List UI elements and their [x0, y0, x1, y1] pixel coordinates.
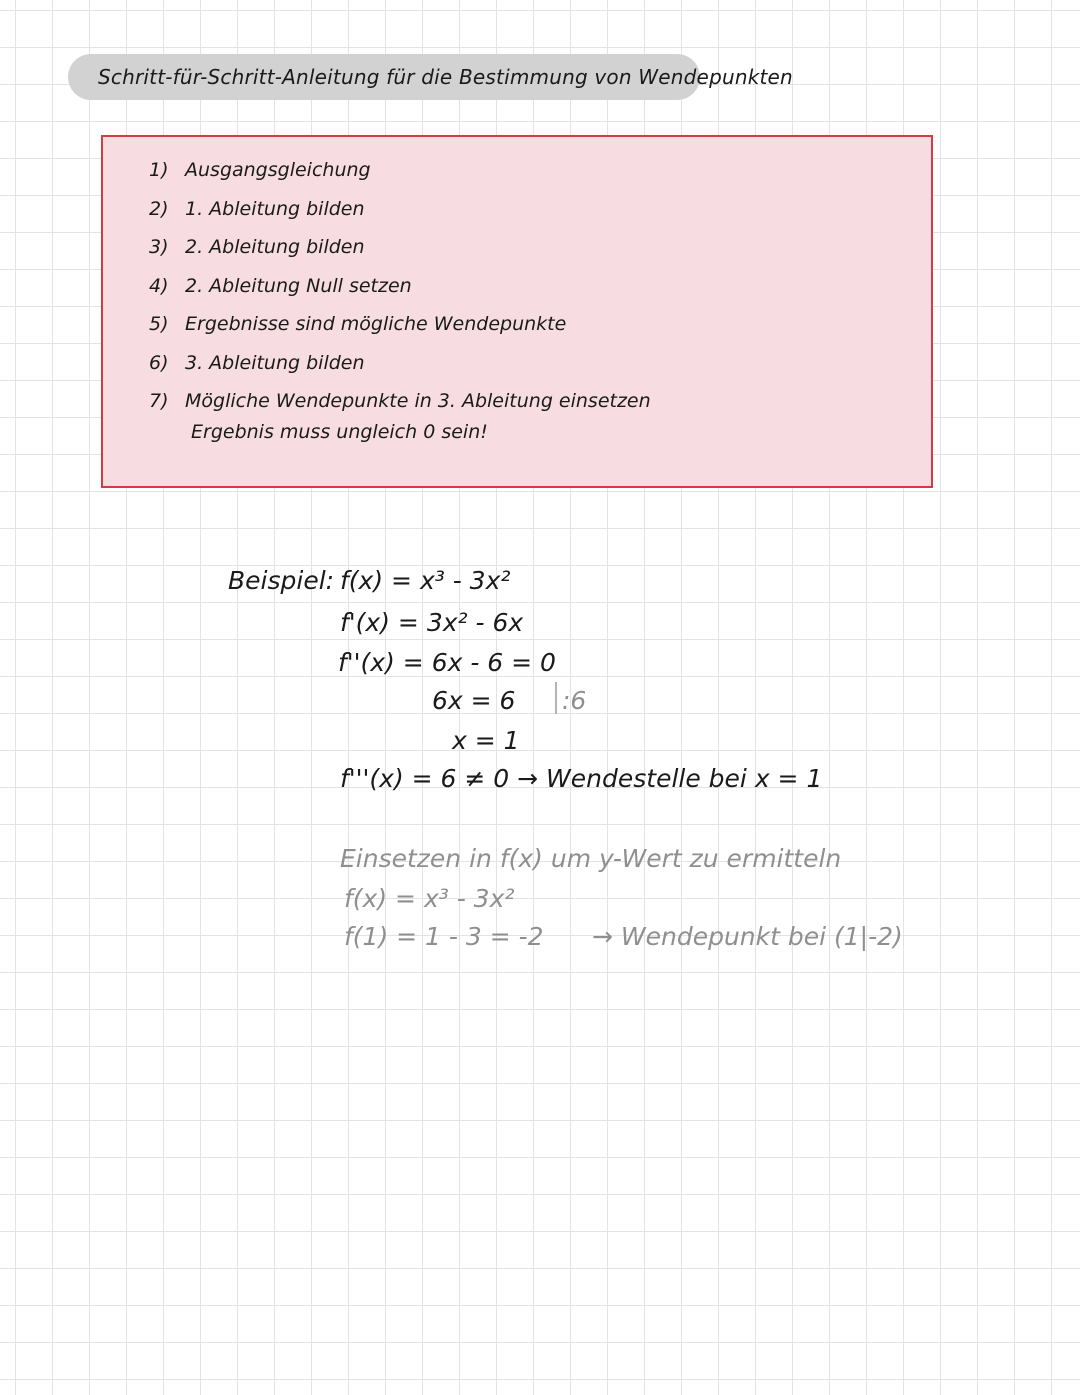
page-title: Schritt-für-Schritt-Anleitung für die Bestimmung von Wendepunkten	[98, 65, 793, 89]
step-number: 6)	[149, 351, 169, 374]
function-value: f(1) = 1 - 3 = -2	[344, 922, 544, 951]
list-item	[149, 228, 651, 267]
step-text: Ausgangsgleichung	[185, 159, 371, 181]
third-derivative: f'''(x) = 6 ≠ 0 → Wendestelle bei x = 1	[340, 764, 823, 793]
example-label: Beispiel:	[228, 566, 335, 595]
list-item	[149, 151, 651, 190]
step-text: 3. Ableitung bilden	[185, 351, 365, 374]
steps-box	[101, 135, 933, 488]
step-number: 4)	[149, 274, 169, 297]
step-number: 3)	[149, 236, 169, 258]
step-text: Mögliche Wendepunkte in 3. Ableitung einsetzen	[185, 390, 651, 412]
step-text: 2. Ableitung Null setzen	[185, 274, 412, 297]
second-derivative: f''(x) = 6x - 6 = 0	[338, 648, 556, 677]
division-note: :6	[562, 686, 587, 715]
step-number: 1)	[149, 159, 169, 181]
divider-line	[555, 682, 557, 714]
function-f: f(x) = x³ - 3x²	[340, 566, 511, 595]
step-number: 2)	[149, 197, 169, 220]
step-note: Ergebnis muss ungleich 0 sein!	[191, 421, 488, 443]
step-text: 1. Ableitung bilden	[185, 197, 365, 220]
equation-step: 6x = 6	[432, 686, 516, 715]
step-text: Ergebnisse sind mögliche Wendepunkte	[185, 313, 567, 335]
steps-list	[149, 151, 651, 421]
step-number: 5)	[149, 313, 169, 335]
list-item	[149, 305, 651, 344]
first-derivative: f'(x) = 3x² - 6x	[340, 608, 524, 637]
hint-text: Einsetzen in f(x) um y-Wert zu ermitteln	[340, 844, 842, 873]
list-item	[149, 344, 651, 383]
step-text: 2. Ableitung bilden	[185, 236, 365, 258]
list-item	[149, 267, 651, 306]
list-item	[149, 382, 651, 421]
list-item	[149, 190, 651, 229]
x-solution: x = 1	[452, 726, 520, 755]
step-number: 7)	[149, 390, 169, 412]
result-text: → Wendepunkt bei (1|-2)	[592, 922, 903, 951]
title-banner	[68, 54, 793, 100]
function-repeat: f(x) = x³ - 3x²	[344, 884, 515, 913]
